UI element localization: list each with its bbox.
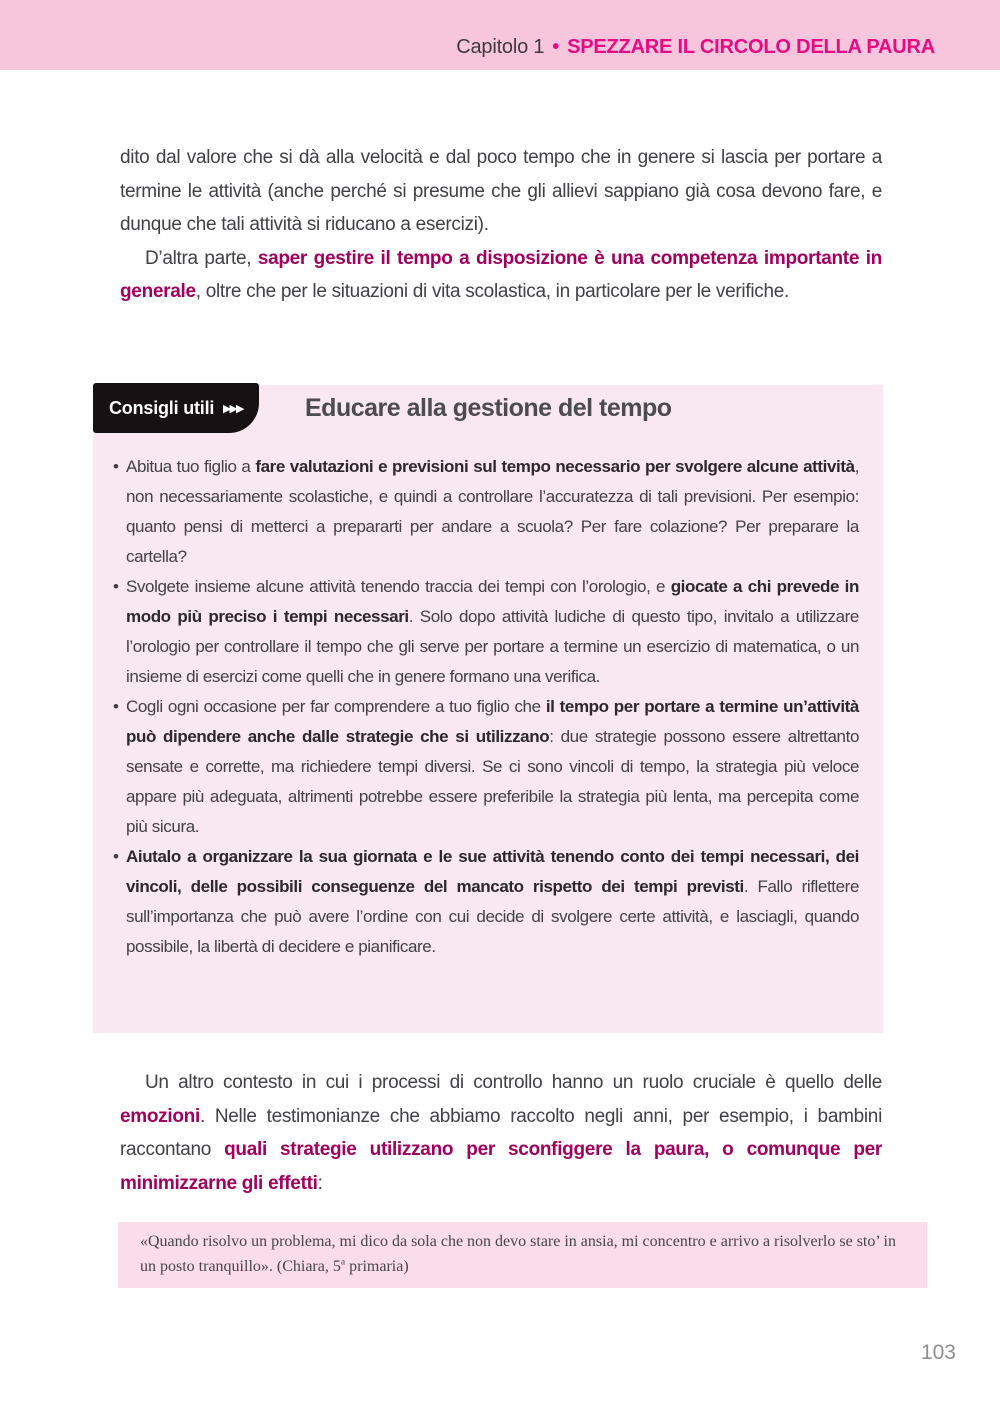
- chapter-header-band: [0, 0, 1000, 70]
- header-separator-bullet: •: [552, 36, 560, 58]
- tips-badge: [93, 383, 259, 433]
- tips-callout-box: [93, 385, 883, 1033]
- tips-list: [93, 385, 883, 976]
- testimonial-quote-box: [118, 1222, 927, 1288]
- intro-text-block: [120, 141, 882, 309]
- chapter-label: Capitolo 1: [456, 36, 545, 58]
- quote-text: «Quando risolvo un problema, mi dico da sola che non devo stare in ansia, mi concentro e arrivo a risolverlo se sto’ in un posto tranquillo». (Chiara, 5$^a$ primaria): [140, 1233, 896, 1275]
- emotions-text-block: [120, 1066, 882, 1200]
- tip-item: • Cogli ogni occasione per far comprendere a tuo figlio che il tempo per portare a termine un’attività può dipendere anche dalle strategie che si utilizzano: due strategie possono essere altrettanto sensate e corrette, ma richiedere tempi diversi. Se ci sono vincoli di tempo, la strategia più veloce appare più adeguata, altrimenti potrebbe essere preferibile la strategia più lenta, ma percepita come più sicura.: [113, 692, 859, 842]
- paragraph: D’altra parte, saper gestire il tempo a disposizione è una competenza importante in generale, oltre che per le situazioni di vita scolastica, in particolare per le verifiche.: [120, 247, 882, 302]
- forward-arrows-icon: ▸▸▸: [223, 400, 243, 417]
- chapter-title: SPEZZARE IL CIRCOLO DELLA PAURA: [567, 36, 935, 58]
- paragraph: dito dal valore che si dà alla velocità e dal poco tempo che in genere si lascia per portare a termine le attività (anche perché si presume che gli allievi sappiano già cosa devono fare, e dunque che tali attività si riducano a esercizi).: [120, 147, 882, 235]
- tip-item: • Abitua tuo figlio a fare valutazioni e previsioni sul tempo necessario per svolgere alcune attività, non necessariamente scolastiche, e quindi a controllare l’accuratezza di tali previsioni. Per esempio: quanto pensi di metterci a prepararti per andare a scuola? Per fare colazione? Per preparare la cartella?: [113, 452, 859, 572]
- page-number: 103: [920, 1341, 956, 1364]
- paragraph: Un altro contesto in cui i processi di controllo hanno un ruolo cruciale è quello delle emozioni. Nelle testimonianze che abbiamo raccolto negli anni, per esempio, i bambini raccontano quali strategie utilizzano per sconfiggere la paura, o comunque per minimizzarne gli effetti:: [120, 1072, 882, 1194]
- tips-badge-label: Consigli utili: [109, 397, 215, 418]
- tip-item: • Svolgete insieme alcune attività tenendo traccia dei tempi con l’orologio, e giocate a chi prevede in modo più preciso i tempi necessari. Solo dopo attività ludiche di questo tipo, invitalo a utilizzare l’orologio per controllare il tempo che gli serve per portare a termine un esercizio di matematica, o un insieme di esercizi come quelli che in genere formano una verifica.: [113, 572, 859, 692]
- tips-box-title: Educare alla gestione del tempo: [305, 394, 672, 422]
- tip-item: • Aiutalo a organizzare la sua giornata e le sue attività tenendo conto dei tempi necessari, dei vincoli, delle possibili conseguenze del mancato rispetto dei tempi previsti. Fallo riflettere sull’importanza che può avere l’ordine con cui decide di svolgere certe attività, e lasciagli, quando possibile, la libertà di decidere e pianificare.: [113, 842, 859, 962]
